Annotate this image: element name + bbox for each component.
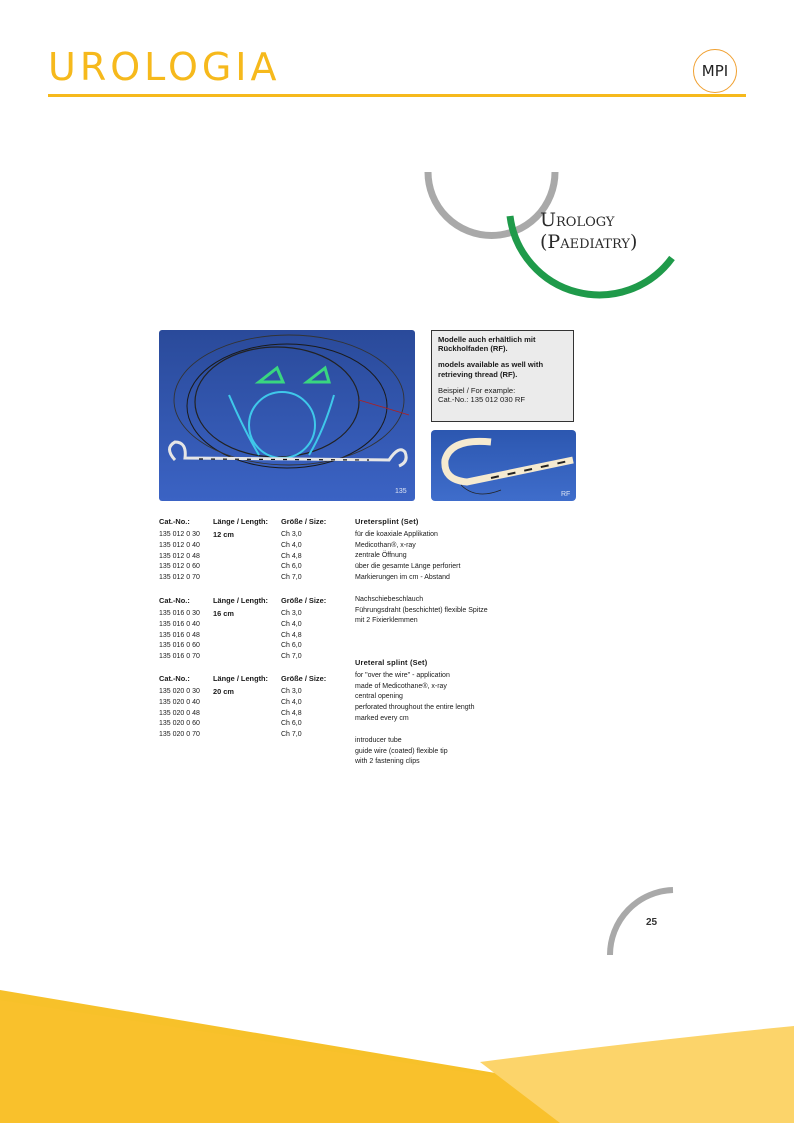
page-number-arc xyxy=(600,880,680,960)
size-value: Ch 3,0 xyxy=(281,688,302,695)
section-line-1: Urology xyxy=(540,209,615,231)
size-value: Ch 7,0 xyxy=(281,731,302,739)
desc-en-line: introducer tube xyxy=(355,736,402,744)
desc-en-line: with 2 fastening clips xyxy=(355,758,420,766)
size-value: Ch 4,8 xyxy=(281,552,302,560)
cat-no: 135 012 0 70 xyxy=(159,574,200,582)
page-number: 25 xyxy=(646,917,658,928)
cat-no: 135 016 0 40 xyxy=(159,620,200,628)
desc-en-line: perforated throughout the entire length xyxy=(355,704,475,712)
photo-rf-label: RF xyxy=(561,491,571,498)
cat-no: 135 020 0 48 xyxy=(159,709,200,717)
cat-no: 135 016 0 60 xyxy=(159,642,200,650)
size-value: Ch 4,0 xyxy=(281,620,302,628)
cat-no: 135 020 0 70 xyxy=(159,731,200,739)
col-length-header: Länge / Length: xyxy=(213,517,269,526)
desc-de-title: Uretersplint (Set) xyxy=(355,517,419,526)
length-value: 12 cm xyxy=(213,530,234,539)
gray-ring-arc xyxy=(428,172,555,236)
cat-no: 135 012 0 48 xyxy=(159,552,200,560)
info-example-value: Cat.-No.: 135 012 030 RF xyxy=(438,395,525,405)
photo-main-label: 135 xyxy=(395,488,407,495)
col-length-header: Länge / Length: xyxy=(213,674,269,683)
product-photo-main xyxy=(159,330,415,501)
desc-de-line: Nachschiebeschlauch xyxy=(355,595,424,603)
desc-de-line: mit 2 Fixierklemmen xyxy=(355,617,418,625)
desc-en-line: central opening xyxy=(355,693,403,701)
col-cat-header: Cat.-No.: xyxy=(159,596,190,605)
size-value: Ch 7,0 xyxy=(281,653,302,661)
size-value: Ch 4,0 xyxy=(281,698,302,706)
desc-de-line: für die koaxiale Applikation xyxy=(355,530,438,538)
info-example-label: Beispiel / For example: xyxy=(438,385,516,395)
cat-no: 135 020 0 40 xyxy=(159,698,200,706)
desc-en-line: made of Medicothane®, x-ray xyxy=(355,682,447,690)
size-value: Ch 7,0 xyxy=(281,574,302,582)
desc-en-line: guide wire (coated) flexible tip xyxy=(355,747,448,755)
col-cat-header: Cat.-No.: xyxy=(159,517,190,526)
desc-en-line: for "over the wire" - application xyxy=(355,671,450,679)
mpi-logo: MPI xyxy=(693,49,737,93)
cat-no: 135 016 0 30 xyxy=(159,610,200,617)
desc-de-line: zentrale Öffnung xyxy=(355,552,407,560)
size-value: Ch 3,0 xyxy=(281,531,302,538)
cat-no: 135 012 0 30 xyxy=(159,531,200,538)
cat-no: 135 020 0 60 xyxy=(159,720,200,728)
size-value: Ch 6,0 xyxy=(281,720,302,728)
page-title: UROLOGIA xyxy=(48,45,281,89)
col-cat-header: Cat.-No.: xyxy=(159,674,190,683)
col-size-header: Größe / Size: xyxy=(281,674,327,683)
desc-de-line: Medicothan®, x-ray xyxy=(355,541,416,549)
desc-de-line: über die gesamte Länge perforiert xyxy=(355,563,461,571)
cat-no: 135 012 0 40 xyxy=(159,541,200,549)
desc-en-line: marked every cm xyxy=(355,714,409,722)
description-german xyxy=(355,517,488,627)
cat-no: 135 012 0 60 xyxy=(159,563,200,571)
footer-wave xyxy=(0,990,794,1123)
length-value: 16 cm xyxy=(213,609,234,618)
rf-info-box xyxy=(431,330,574,422)
size-value: Ch 6,0 xyxy=(281,642,302,650)
info-en: models available as well with retrieving thread (RF). xyxy=(438,360,544,379)
size-value: Ch 6,0 xyxy=(281,563,302,571)
cat-no: 135 016 0 48 xyxy=(159,631,200,639)
cat-no: 135 020 0 30 xyxy=(159,688,200,695)
catalog-table-3 xyxy=(159,674,339,744)
info-de: Modelle auch erhältlich mit Rückholfaden (RF). xyxy=(438,335,536,354)
section-badge-text xyxy=(540,210,637,254)
description-english xyxy=(355,658,474,768)
col-size-header: Größe / Size: xyxy=(281,517,327,526)
size-value: Ch 3,0 xyxy=(281,610,302,617)
size-value: Ch 4,8 xyxy=(281,631,302,639)
desc-de-line: Führungsdraht (beschichtet) flexible Spitze xyxy=(355,606,488,614)
length-value: 20 cm xyxy=(213,687,234,696)
col-size-header: Größe / Size: xyxy=(281,596,327,605)
desc-en-title: Ureteral splint (Set) xyxy=(355,658,428,667)
desc-de-line: Markierungen im cm - Abstand xyxy=(355,573,450,581)
catalog-table-2 xyxy=(159,596,339,666)
cat-no: 135 016 0 70 xyxy=(159,653,200,661)
col-length-header: Länge / Length: xyxy=(213,596,269,605)
section-line-2: (Paediatry) xyxy=(540,230,638,253)
size-value: Ch 4,0 xyxy=(281,541,302,549)
size-value: Ch 4,8 xyxy=(281,709,302,717)
product-photo-rf xyxy=(431,430,576,501)
catalog-table-1 xyxy=(159,517,339,587)
header-rule xyxy=(48,94,746,97)
